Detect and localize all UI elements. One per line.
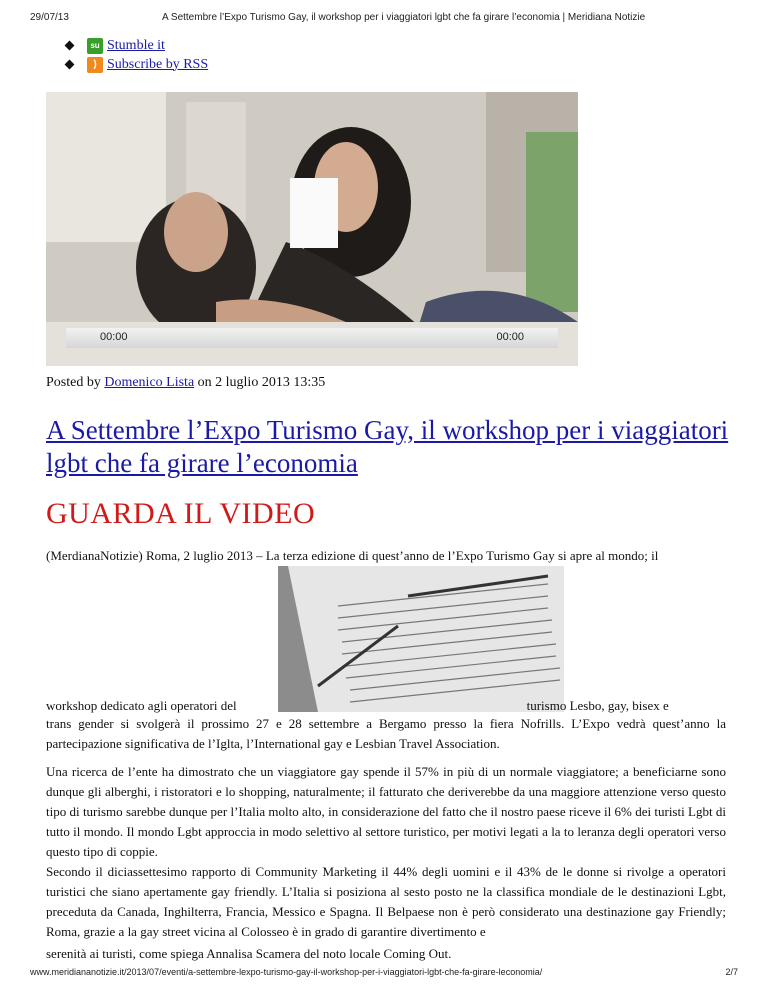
byline (46, 375, 325, 391)
rss-link[interactable]: Subscribe by RSS (107, 56, 209, 72)
bullet-icon (65, 41, 75, 51)
share-item-stumble (66, 36, 208, 55)
rss-icon[interactable]: ) (87, 57, 103, 73)
share-item-rss (66, 55, 208, 74)
stumbleupon-icon[interactable]: su (87, 38, 103, 54)
article-title-link[interactable]: A Settembre l’Expo Turismo Gay, il workshop per i viaggiatori lgbt che fa girare l’economia (46, 415, 729, 478)
video-player[interactable] (46, 92, 578, 366)
paragraph-research: Una ricerca de l’ente ha dimostrato che un viaggiatore gay spende il 57% in più di un normale viaggiatore; a beneficiarne sono dunque gli alberghi, i ristoratori e lo shopping, naturalmente; il fatturato che deriverebbe da una maggiore attenzione verso questo tipo di turismo sarebbe dunque per l’Italia molto alto, in considerazione del fatto che il nostro paese riceve il 6% dei turisti Lgbt di tutto il mondo. Il mondo Lgbt approccia in modo selettivo al settore turistico, per motivi legati a la to leranza degli operatori verso questo tipo di coppie. (46, 764, 726, 859)
bullet-icon (65, 60, 75, 70)
video-controls[interactable] (66, 328, 558, 348)
print-footer (30, 967, 738, 981)
author-link[interactable]: Domenico Lista (104, 375, 195, 390)
paragraph-workshop-rest: trans gender si svolgerà il prossimo 27 e 28 settembre a Bergamo presso la fiera Nofrills. L’Expo vedrà quest’anno la partecipazione significativa de l’Iglta, l’International gay e Lesbian Travel Association. (46, 716, 726, 751)
paragraph-workshop-start: workshop dedicato agli operatori del (46, 698, 237, 713)
paragraph-workshop-after-image: turismo Lesbo, gay, bisex e (526, 698, 669, 713)
paragraph-workshop-first-line (46, 696, 746, 716)
duration: 00:00 (496, 331, 524, 343)
byline-prefix: Posted by (46, 375, 101, 390)
article-title (46, 414, 736, 480)
print-date: 29/07/13 (30, 12, 69, 23)
video-heading: GUARDA IL VIDEO (46, 497, 316, 530)
share-list (66, 36, 208, 74)
paragraph-intro: (MerdianaNotizie) Roma, 2 luglio 2013 – La terza edizione di quest’anno de l’Expo Turismo Gay si apre al mondo; il (46, 548, 659, 563)
page-number: 2/7 (725, 967, 738, 977)
article-image (278, 566, 564, 712)
print-header (30, 12, 738, 28)
current-time: 00:00 (100, 331, 128, 343)
post-date: on 2 luglio 2013 13:35 (197, 375, 326, 390)
print-url: www.meridiananotizie.it/2013/07/eventi/a-settembre-lexpo-turismo-gay-il-workshop-per-i-viaggiatori-lgbt-che-fa-girare-leconomia/ (30, 967, 543, 977)
paragraph-community-marketing: Secondo il diciassettesimo rapporto di Community Marketing il 44% degli uomini e il 43% de le donne si rivolge a operatori turistici che siano apertamente gay friendly. L’Italia si posiziona al sesto posto ne la classifica mondiale de le destinazioni Lgbt, preceduta da Canada, Inghilterra, Francia, Messico e Spagna. Il Belpaese non è però considerato una destinazione gay Friendly; Roma, grazie a la gay street vicina al Colosseo è in grado di garantire divertimento e (46, 864, 726, 939)
newspaper-clipping-image (278, 566, 564, 712)
print-page-title: A Settembre l’Expo Turismo Gay, il workshop per i viaggiatori lgbt che fa girare l’economia | Meridiana Notizie (162, 12, 646, 23)
play-button[interactable] (290, 178, 338, 248)
paragraph-closing: serenità ai turisti, come spiega Annalisa Scamera del noto locale Coming Out. (46, 946, 452, 961)
stumble-link[interactable]: Stumble it (107, 37, 165, 53)
